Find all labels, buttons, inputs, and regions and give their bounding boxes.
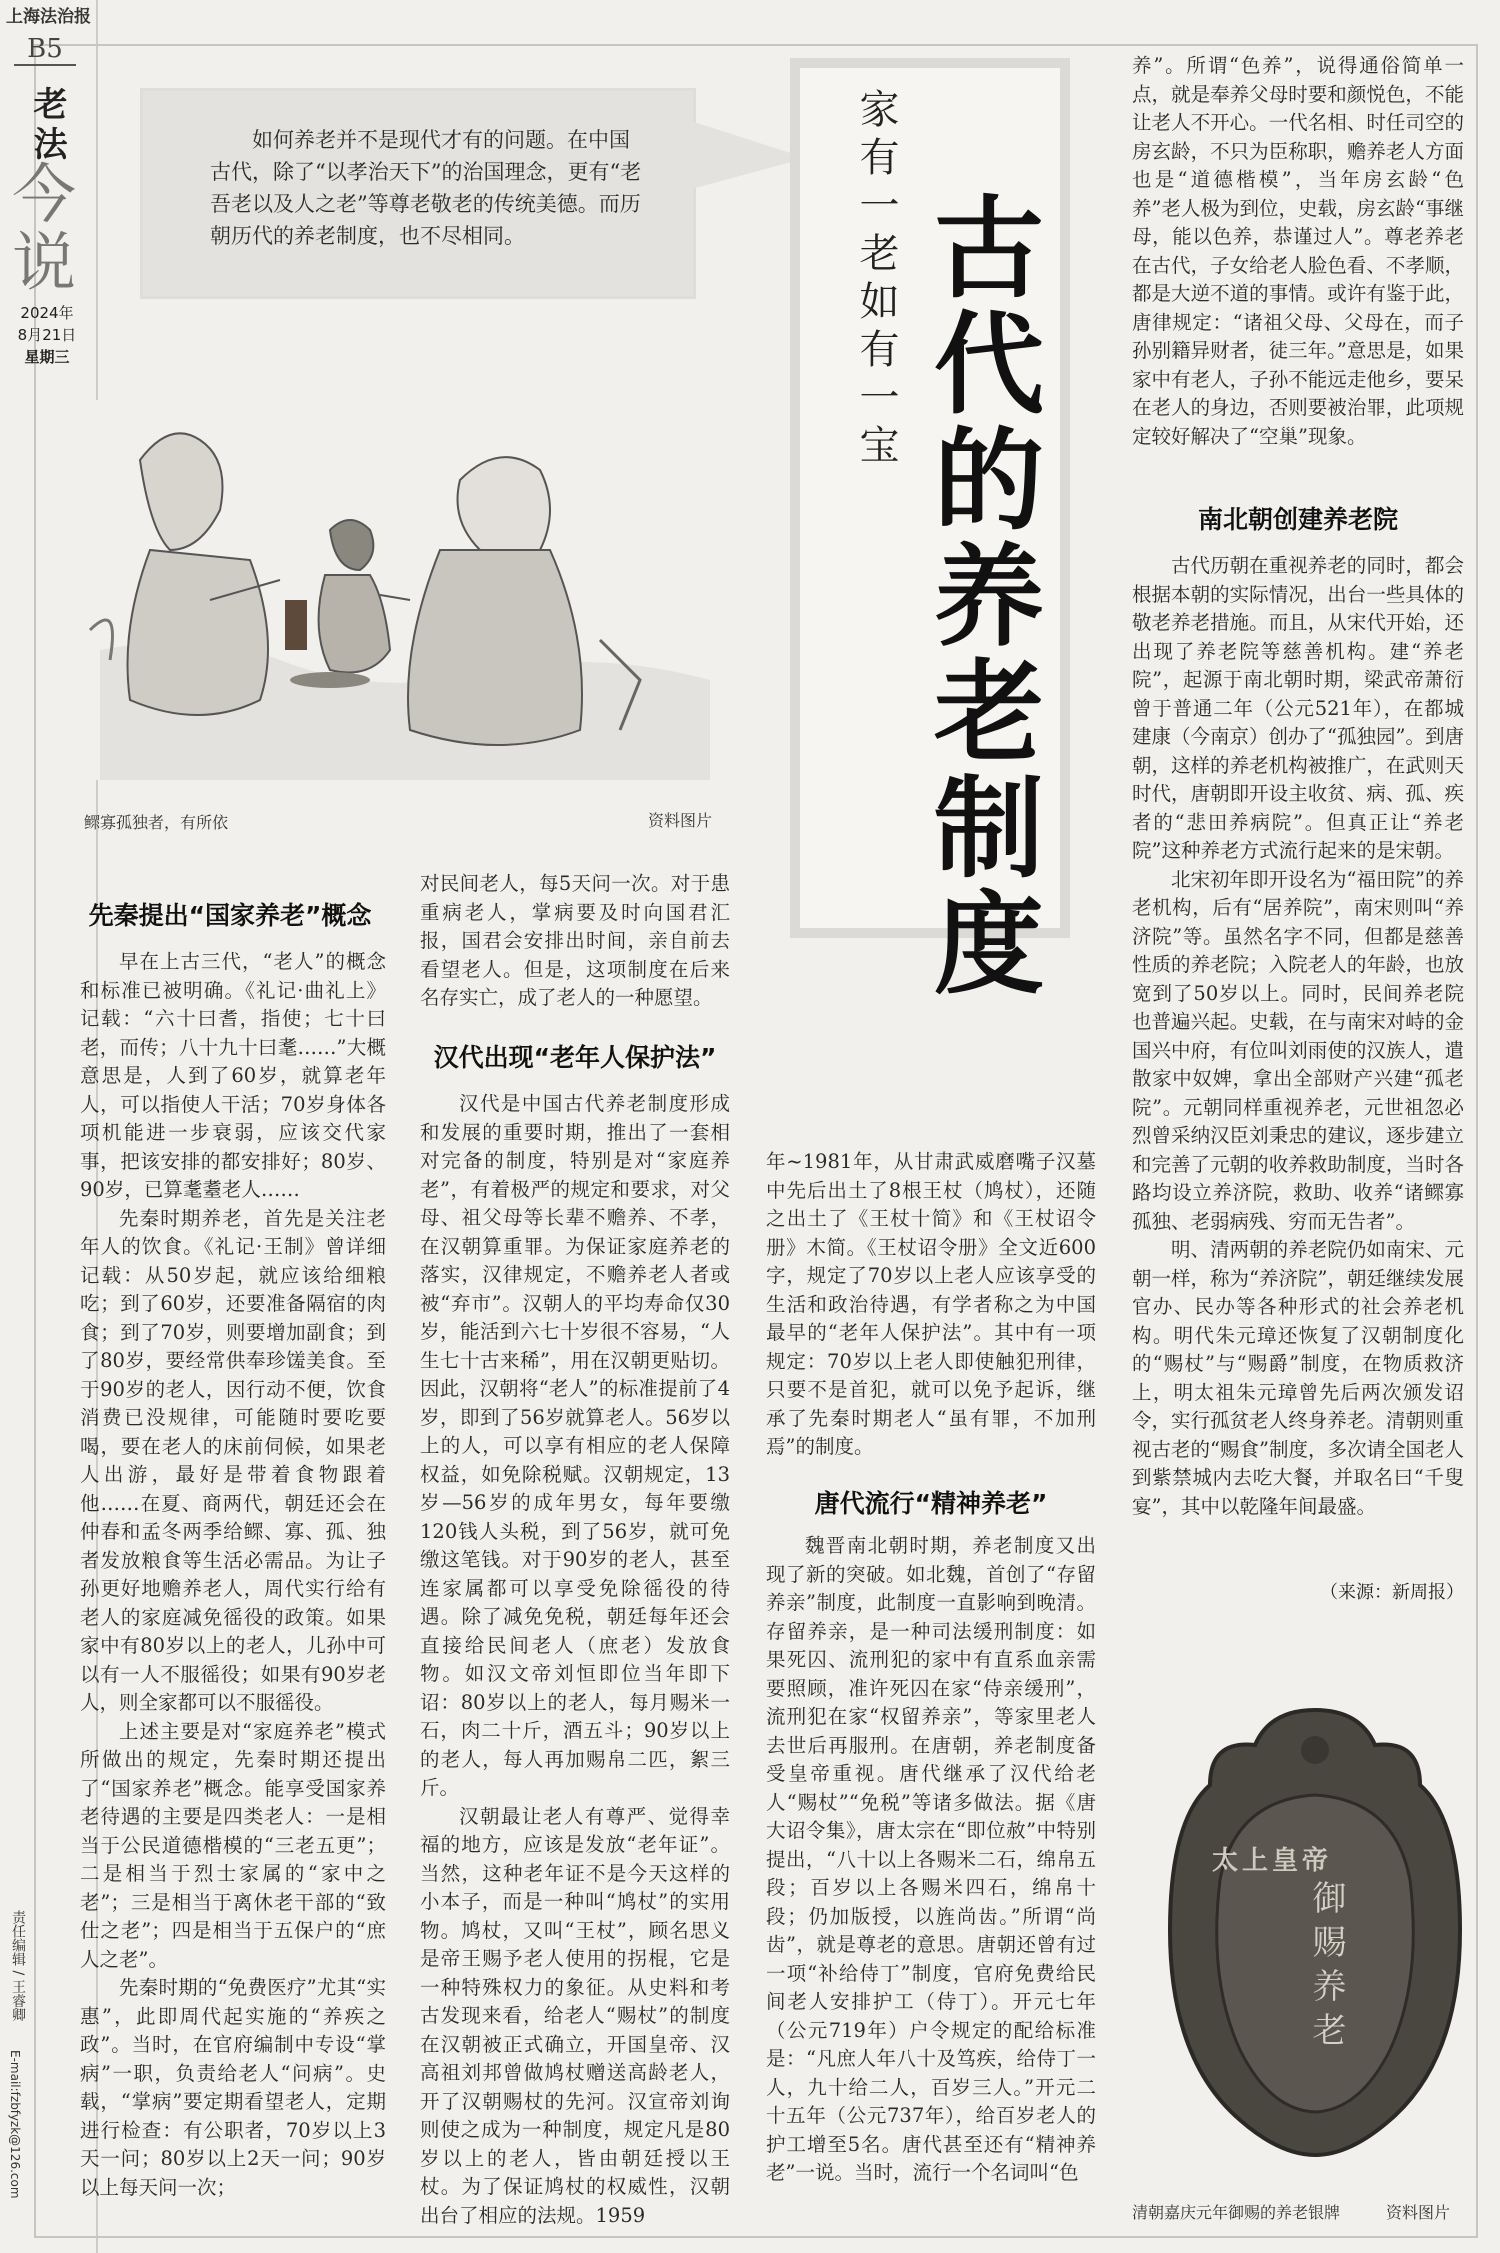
painting-credit: 资料图片 [648, 811, 713, 830]
section-title-southern-northern: 南北朝创建养老院 [1197, 505, 1398, 534]
medal-credit: 资料图片 [1386, 2203, 1451, 2222]
paragraph: 年~1981年，从甘肃武威磨嘴子汉墓中先后出土了8根王杖（鸠杖），还随之出土了《王杖十简》和《王杖诏令册》木简。《王杖诏令册》全文近600字，规定了70岁以上老人应该享受的生活和政治待遇，有学者称之为中国最早的“老年人保护法”。其中有一项规定：70岁以上老人即使触犯刑律，只要不是首犯，就可以免予起诉，继承了先秦时期老人“虽有罪，不加刑焉”的制度。 [766, 1150, 1096, 1458]
headline-subtitle: 家有一老如有一宝 [853, 88, 899, 472]
paragraph: 魏晋南北朝时期，养老制度又出现了新的突破。如北魏，首创了“存留养亲”制度，此制度一直影响到晚清。存留养亲，是一种司法缓刑制度：如果死囚、流刑犯的家中有直系血亲需要照顾，准许死囚在家“侍亲缓刑”，流刑犯在家“权留养亲”，等家里老人去世后再服刑。在唐朝，养老制度备受皇帝重视。唐代继承了汉代给老人“赐杖”“免税”等诸多做法。据《唐大诏令集》，唐太宗在“即位赦”中特别提出，“八十以上各赐米二石，绵帛五段；百岁以上各赐米四石，绵帛十段；仍加版授，以旌尚齿。”所谓“尚齿”，就是尊老的意思。唐朝还曾有过一项“补给侍丁”制度，官府免费给民间老人安排护工（侍丁）。开元七年（公元719年）户令规定的配给标准是：“凡庶人年八十及笃疾，给侍丁一人，九十给二人，百岁三人。”开元二十五年（公元737年），给百岁老人的护工增至5名。唐代甚至还有“精神养老”一说。当时，流行一个名词叫“色 [766, 1534, 1096, 2184]
column-name-calligraphy: 今说 [1, 160, 75, 296]
column-4-top [1132, 52, 1464, 451]
column-3-top [766, 1148, 1096, 1462]
paragraph: 汉代是中国古代养老制度形成和发展的重要时期，推出了一套相对完备的制度，特别是对“家庭养老”，有着极严的规定和要求，对父母、祖父母等长辈不赡养、不孝，在汉朝算重罪。为保证家庭养老的落实，汉律规定，不赡养老人者或被“弃市”。汉朝人的平均寿命仅30岁，能活到六七十岁很不容易，“人生七十古来稀”，用在汉朝更贴切。因此，汉朝将“老人”的标准提前了4岁，即到了56岁就算老人。56岁以上的人，可以享有相应的老人保障权益，如免除税赋。汉朝规定，13岁—56岁的成年男女，每年要缴120钱人头税，到了56岁，就可免缴这笔钱。对于90岁的老人，甚至连家属都可以享受免除徭役的待遇。除了减免免税，朝廷每年还会直接给民间老人（庶老）发放食物。如汉文帝刘恒即位当年即下诏：80岁以上的老人，每月赐米一石，肉二十斤，酒五斗；90岁以上的老人，每人再加赐帛二匹，絮三斤。 [420, 1092, 730, 1799]
column-2 [420, 1090, 730, 2230]
editor-email: E-mail:fzbfyzk@126.com [8, 2050, 22, 2199]
column-4 [1132, 552, 1464, 1521]
paragraph: 先秦时期养老，首先是关注老年人的饮食。《礼记·王制》曾详细记载：从50岁起，就应该给细粮吃；到了60岁，还要准备隔宿的肉食；到了70岁，则要增加副食；到了80岁，要经常供奉珍馐美食。至于90岁的老人，因行动不便，饮食消费已没规律，可能随时要吃要喝，要在老人的床前伺候，如果老人出游，最好是带着食物跟着他……在夏、商两代，朝廷还会在仲春和孟冬两季给鳏、寡、孤、独者发放粮食等生活必需品。为让子孙更好地赡养老人，周代实行给有老人的家庭减免徭役的政策。如果家中有80岁以上的老人，儿孙中可以有一人不服徭役；如果有90岁老人，则全家都可以不服徭役。 [80, 1206, 386, 1714]
paragraph: 对民间老人，每5天问一次。对于患重病老人，掌病要及时向国君汇报，国君会安排出时间，亲自前去看望老人。但是，这项制度在后来名存实亡，成了老人的一种愿望。 [420, 872, 730, 1009]
source-tag: （来源：新周报） [1320, 1582, 1464, 1603]
paragraph: 明、清两朝的养老院仍如南宋、元朝一样，称为“养济院”，朝廷继续发展官办、民办等各种形式的社会养老机构。明代朱元璋还恢复了汉朝制度化的“赐杖”与“赐爵”制度，在物质救济上，明太祖朱元璋曾先后两次颁发诏令，实行孤贫老人终身养老。清朝则重视古老的“赐食”制度，多次请全国老人到紫禁城内去吃大餐，并取名曰“千叟宴”，其中以乾隆年间最盛。 [1132, 1238, 1464, 1518]
paragraph: 北宋初年即开设名为“福田院”的养老机构，后有“居养院”，南宋则叫“养济院”等。虽然名字不同，但都是慈善性质的养老院；入院老人的年龄，也放宽到了50岁以上。同时，民间养老院也普遍兴起。史载，在与南宋对峙的金国兴中府，有位叫刘雨使的汉族人，遣散家中奴婢，拿出全部财产兴建“孤老院”。元朝同样重视养老，元世祖忽必烈曾采纳汉臣刘秉忠的建议，逐步建立和完善了元朝的收养救助制度，当时各路均设立养济院，救助、收养“诸鳏寡孤独、老弱病残、穷而无告者”。 [1132, 867, 1464, 1233]
medal-inscription-top: 太上皇帝 [1212, 1846, 1333, 1876]
headline-title: 古代的养老制度 [916, 190, 1044, 1002]
paragraph: 养”。所谓“色养”，说得通俗简单一点，就是奉养父母时要和颜悦色，不能让老人不开心。一代名相、时任司空的房玄龄，不只为臣称职，赡养老人方面也是“道德楷模”，当年房玄龄“色养”老人极为到位，史载，房玄龄“事继母，能以色养，恭谨过人”。尊老养老在古代，子女给老人脸色看、不孝顺，都是大逆不道的事情。或许有鉴于此，唐律规定：“诸祖父母、父母在，而子孙别籍异财者，徒三年。”意思是，如果家中有老人，子孙不能远走他乡，要呆在老人的身边，否则要被治罪，此项规定较好解决了“空巢”现象。 [1132, 54, 1464, 448]
column-name: 老法 [27, 86, 67, 166]
painting-caption: 鳏寡孤独者，有所依 [84, 813, 229, 832]
paragraph: 汉朝最让老人有尊严、觉得幸福的地方，应该是发放“老年证”。当然，这种老年证不是今天这样的小本子，而是一种叫“鸠杖”的实用物。鸠杖，又叫“王杖”，顾名思义是帝王赐予老人使用的拐棍，它是一种特殊权力的象征。从史料和考古发现来看，给老人“赐杖”的制度在汉朝被正式确立，开国皇帝、汉高祖刘邦曾做鸠杖赠送高龄老人，开了汉朝赐杖的先河。汉宣帝刘询则使之成为一种制度，规定凡是80岁以上的老人，皆由朝廷授以王杖。为了保证鸠杖的权威性，汉朝出台了相应的法规。1959 [420, 1804, 730, 2227]
column-2-top [420, 870, 730, 1013]
date-year: 2024年 [20, 304, 74, 322]
date-day: 8月21日 [17, 326, 77, 344]
paragraph: 早在上古三代，“老人”的概念和标准已被明确。《礼记·曲礼上》记载：“六十曰耆，指使；七十曰老，而传；八十九十曰耄……”大概意思是，人到了60岁，就算老年人，可以指使人干活；70岁身体各项机能进一步衰弱，应该交代家事，把该安排的都安排好；80岁、90岁，已算耄耋老人…… [80, 950, 386, 1201]
column-3 [766, 1532, 1096, 2188]
paragraph: 上述主要是对“家庭养老”模式所做出的规定，先秦时期还提出了“国家养老”概念。能享受国家养老待遇的主要是四类老人：一是相当于公民道德楷模的“三老五更”；二是相当于烈士家属的“家中之老”；三是相当于离休老干部的“致仕之老”；四是相当于五保户的“庶人之老”。 [80, 1719, 386, 1971]
section-title-tang: 唐代流行“精神养老” [814, 1489, 1048, 1518]
page-number: B5 [14, 34, 76, 66]
date-weekday: 星期三 [24, 348, 70, 366]
paragraph: 古代历朝在重视养老的同时，都会根据本朝的实际情况，出台一些具体的敬老养老措施。而且，从宋代开始，还出现了养老院等慈善机构。建“养老院”，起源于南北朝时期，梁武帝萧衍曾于普通二年（公元521年），在都城建康（今南京）创办了“孤独园”。到唐朝，这样的养老机构被推广，在武则天时代，唐朝即开设主收贫、病、孤、疾者的“悲田养病院”。但真正让“养老院”这种养老方式流行起来的是宋朝。 [1132, 554, 1464, 862]
ink-painting [80, 400, 720, 780]
masthead: 上海法治报 [6, 7, 91, 27]
intro-text: 如何养老并不是现代才有的问题。在中国古代，除了“以孝治天下”的治国理念，更有“老吾老以及人之老”等尊老敬老的传统美德。而历朝历代的养老制度，也不尽相同。 [210, 128, 642, 248]
section-title-pre-qin: 先秦提出“国家养老”概念 [88, 901, 372, 930]
paragraph: 先秦时期的“免费医疗”尤其“实惠”，此即周代起实施的“养疾之政”。当时，在官府编制中专设“掌病”一职，负责给老人“问病”。史载，“掌病”要定期看望老人，定期进行检查：有公职者，70岁以上3天一问；80岁以上2天一问；90岁以上每天问一次； [80, 1976, 386, 2199]
medal-caption: 清朝嘉庆元年御赐的养老银牌 [1132, 2203, 1341, 2222]
editor-credit: 责任编辑 / 王睿卿 [10, 1910, 26, 2022]
medal-inscription-main: 御赐养老 [1306, 1880, 1346, 2056]
column-1 [80, 948, 386, 2202]
section-title-han: 汉代出现“老年人保护法” [433, 1043, 717, 1072]
